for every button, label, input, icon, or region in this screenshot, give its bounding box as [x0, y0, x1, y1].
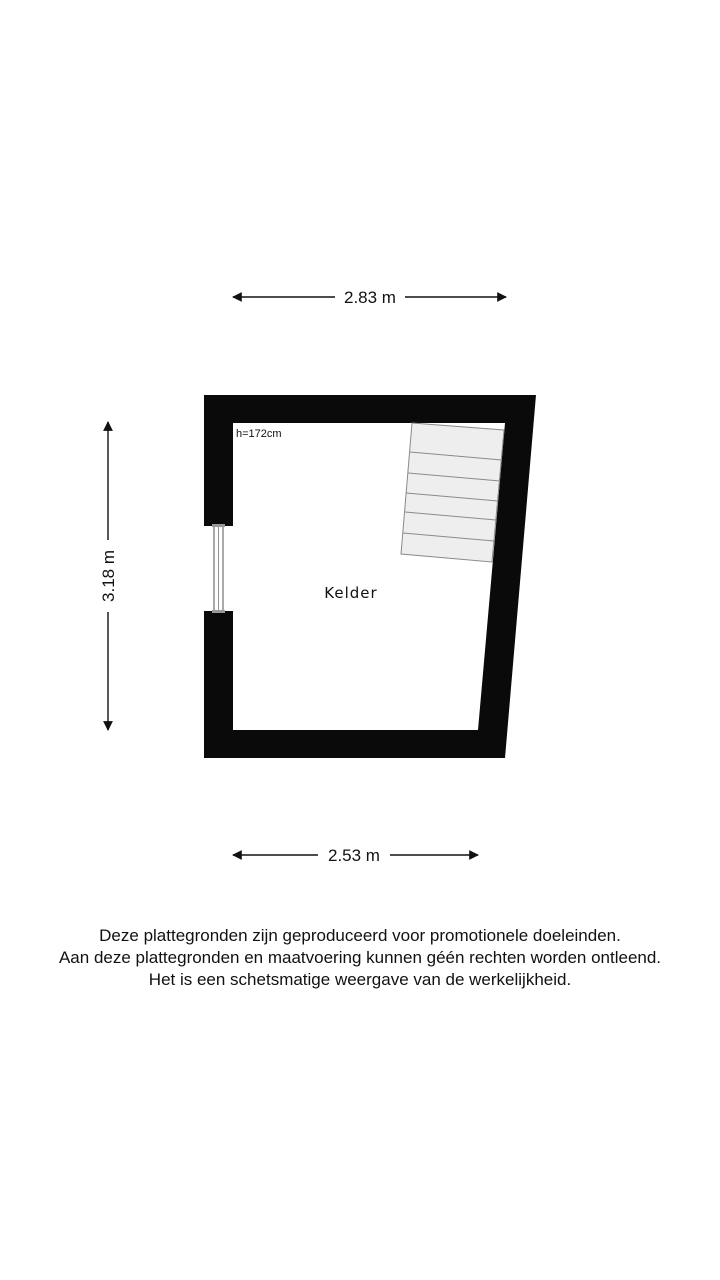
room-label: Kelder: [324, 584, 378, 602]
window: [212, 524, 225, 613]
dimension-left: [99, 422, 118, 730]
dimension-top: [233, 288, 506, 307]
dimension-bottom-label: 2.53 m: [328, 846, 380, 865]
dimension-top-label: 2.83 m: [344, 288, 396, 307]
dimension-bottom: [233, 846, 478, 865]
disclaimer: [0, 925, 720, 991]
ceiling-height-label: h=172cm: [236, 428, 282, 440]
window-sill-bottom: [212, 610, 225, 613]
disclaimer-line-1: Deze plattegronden zijn geproduceerd voor promotionele doeleinden.: [99, 926, 621, 945]
disclaimer-line-2: Aan deze plattegronden en maatvoering kunnen géén rechten worden ontleend.: [58, 948, 662, 967]
dimension-left-label: 3.18 m: [99, 550, 118, 602]
stairs-outline: [401, 423, 504, 562]
disclaimer-line-3: Het is een schetsmatige weergave van de werkelijkheid.: [148, 970, 572, 989]
window-sill-top: [212, 524, 225, 527]
stairs: [401, 423, 504, 562]
